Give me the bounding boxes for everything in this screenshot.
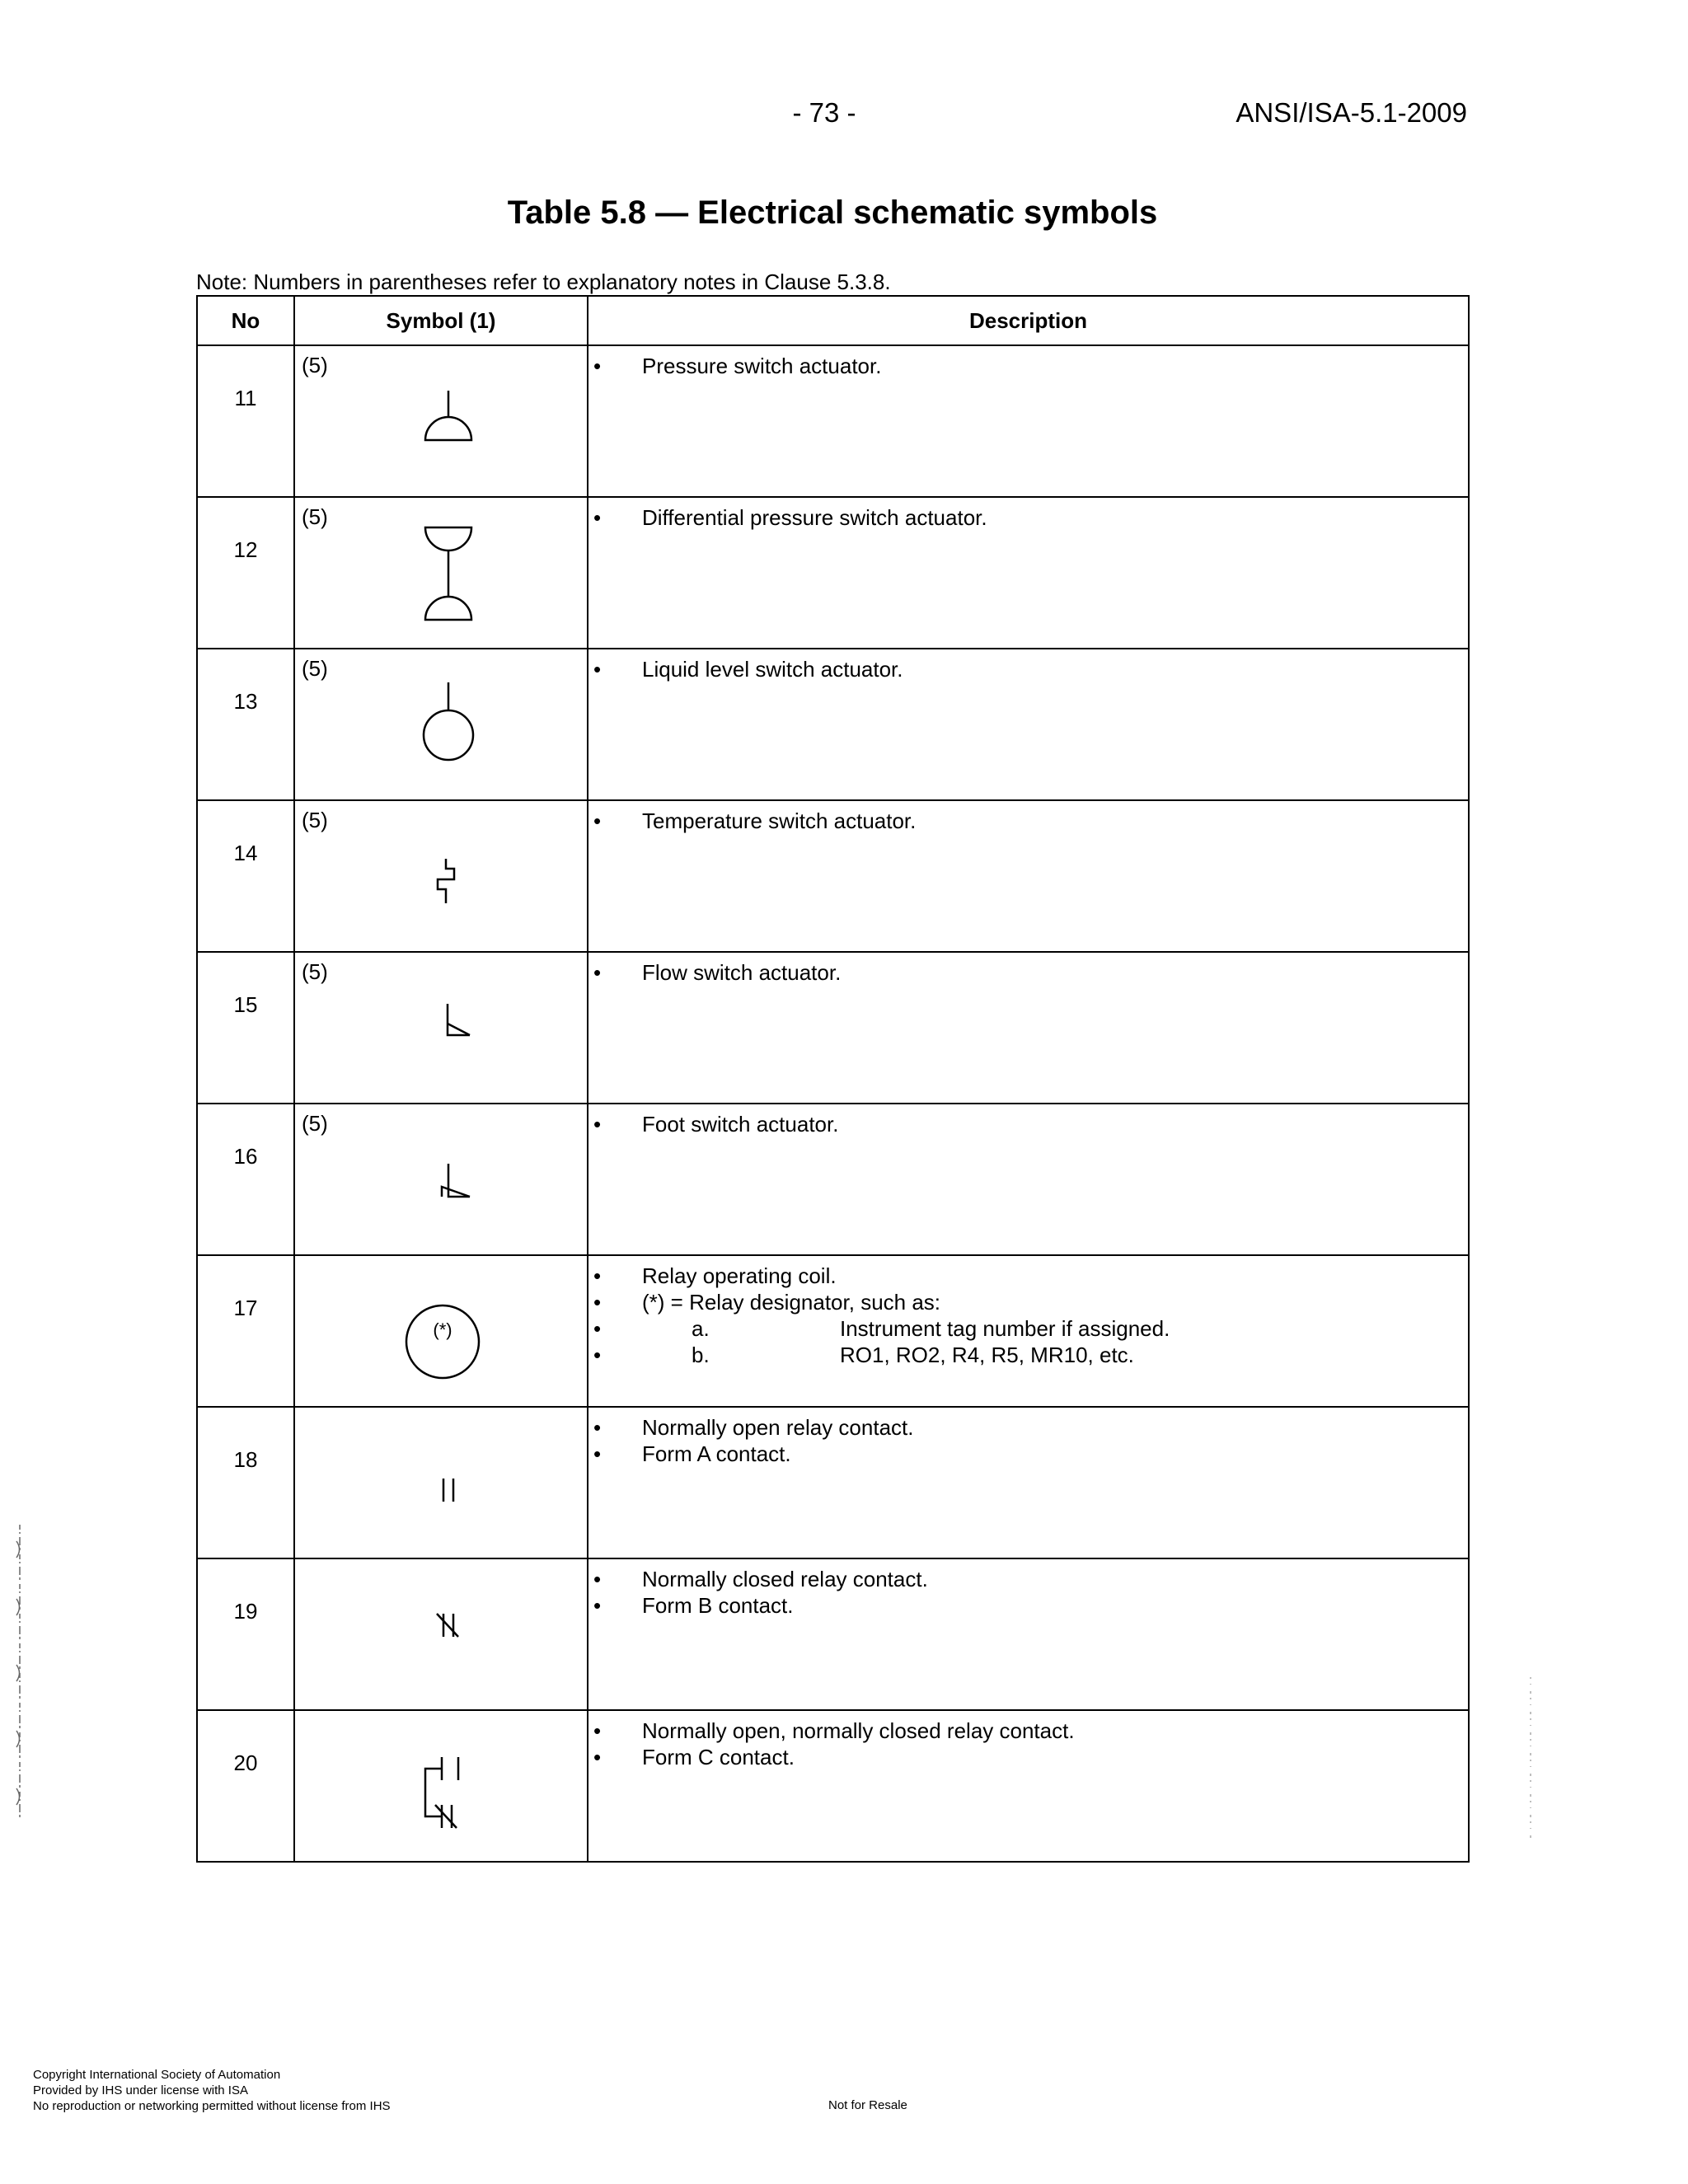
normally-closed-contact-icon [295, 1559, 588, 1709]
description-item: • Liquid level switch actuator. [593, 657, 903, 682]
row-number: 19 [233, 1599, 258, 1624]
row-number: 15 [233, 992, 258, 1017]
relay-designator-label: (*) [433, 1319, 452, 1340]
table-row [197, 1407, 1469, 1558]
table-note: Note: Numbers in parentheses refer to explanatory notes in Clause 5.3.8. [196, 269, 891, 294]
normally-open-contact-icon [295, 1408, 588, 1558]
scan-watermark-icon [15, 1525, 25, 1821]
row-number: 14 [233, 841, 258, 865]
table-row [197, 497, 1469, 649]
table-row [197, 1104, 1469, 1255]
footer-line: Copyright International Society of Automation [33, 2068, 281, 2082]
relay-coil-icon [295, 1256, 588, 1406]
table-title: Table 5.8 — Electrical schematic symbols [507, 194, 1158, 231]
scan-watermark-icon [1527, 1677, 1534, 1842]
footer-line: Provided by IHS under license with ISA [33, 2083, 248, 2097]
table-row [197, 800, 1469, 952]
not-for-resale-label: Not for Resale [828, 2098, 907, 2112]
header-symbol: Symbol (1) [294, 296, 588, 345]
table-row [197, 952, 1469, 1104]
symbol-note-ref: (5) [302, 808, 328, 832]
table-header-row [197, 296, 1469, 345]
copyright-footer [33, 2067, 391, 2114]
description-item: • Differential pressure switch actuator. [593, 505, 987, 530]
description-item: • Flow switch actuator. [593, 960, 842, 985]
table-row [197, 1255, 1469, 1407]
temperature-switch-actuator-icon [295, 801, 588, 951]
row-number: 17 [233, 1296, 258, 1320]
footer-line: No reproduction or networking permitted without license from IHS [33, 2099, 391, 2113]
description-item: • Form C contact. [593, 1745, 795, 1769]
symbol-note-ref: (5) [302, 1111, 328, 1136]
description-item: • Form B contact. [593, 1593, 794, 1618]
header-description: Description [588, 296, 1469, 345]
table-row [197, 345, 1469, 497]
row-number: 16 [233, 1144, 258, 1169]
row-number: 13 [233, 689, 258, 714]
description-item: • Normally closed relay contact. [593, 1567, 928, 1591]
flow-switch-actuator-icon [295, 953, 588, 1103]
description-sub-item: • a. Instrument tag number if assigned. [593, 1316, 1170, 1341]
table-row [197, 1558, 1469, 1710]
table-row [197, 1710, 1469, 1862]
header-no: No [197, 296, 294, 345]
row-number: 12 [233, 537, 258, 562]
liquid-level-switch-actuator-icon [295, 649, 588, 799]
table-row [197, 649, 1469, 800]
differential-pressure-switch-actuator-icon [295, 498, 588, 648]
description-item: • Pressure switch actuator. [593, 354, 882, 378]
foot-switch-actuator-icon [295, 1104, 588, 1254]
row-number: 11 [234, 386, 257, 410]
description-item: • Form A contact. [593, 1441, 791, 1466]
description-item: • Temperature switch actuator. [593, 808, 917, 833]
symbols-table [196, 295, 1470, 1863]
symbol-note-ref: (5) [302, 353, 328, 377]
description-item: • Normally open relay contact. [593, 1415, 914, 1440]
row-number: 20 [233, 1750, 258, 1775]
symbol-note-ref: (5) [302, 504, 328, 529]
page-number: - 73 - [792, 97, 856, 128]
description-item: • Normally open, normally closed relay contact. [593, 1718, 1075, 1743]
description-item: • Foot switch actuator. [593, 1112, 839, 1137]
pressure-switch-actuator-icon [295, 346, 588, 496]
symbol-note-ref: (5) [302, 959, 328, 984]
description-item: • (*) = Relay designator, such as: [593, 1290, 941, 1315]
standard-id: ANSI/ISA-5.1-2009 [1236, 97, 1467, 128]
row-number: 18 [233, 1447, 258, 1472]
description-sub-item: • b. RO1, RO2, R4, R5, MR10, etc. [593, 1343, 1134, 1367]
description-item: • Relay operating coil. [593, 1263, 837, 1288]
form-c-contact-icon [295, 1711, 588, 1861]
symbol-note-ref: (5) [302, 656, 328, 681]
